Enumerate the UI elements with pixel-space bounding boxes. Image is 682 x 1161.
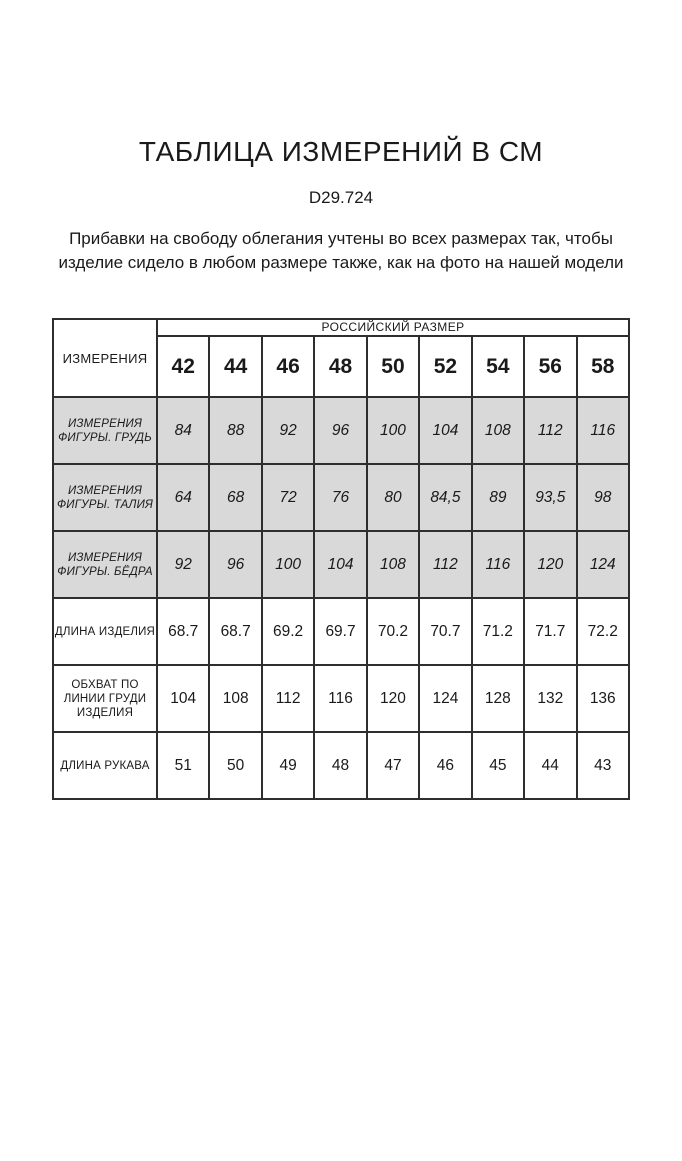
value-cell: 72 bbox=[262, 464, 314, 531]
value-cell: 51 bbox=[157, 732, 209, 799]
value-cell: 120 bbox=[367, 665, 419, 732]
value-cell: 96 bbox=[314, 397, 366, 464]
value-cell: 43 bbox=[577, 732, 630, 799]
row-label: ИЗМЕРЕНИЯ ФИГУРЫ. БЁДРА bbox=[53, 531, 157, 598]
value-cell: 136 bbox=[577, 665, 630, 732]
value-cell: 108 bbox=[209, 665, 261, 732]
table-row bbox=[53, 665, 629, 732]
value-cell: 68.7 bbox=[157, 598, 209, 665]
value-cell: 132 bbox=[524, 665, 576, 732]
size-header-56: 56 bbox=[524, 336, 576, 397]
value-cell: 104 bbox=[157, 665, 209, 732]
value-cell: 120 bbox=[524, 531, 576, 598]
value-cell: 116 bbox=[314, 665, 366, 732]
row-label: ИЗМЕРЕНИЯ ФИГУРЫ. ГРУДЬ bbox=[53, 397, 157, 464]
value-cell: 93,5 bbox=[524, 464, 576, 531]
value-cell: 100 bbox=[262, 531, 314, 598]
size-chart-page bbox=[0, 137, 682, 1161]
size-header-58: 58 bbox=[577, 336, 630, 397]
value-cell: 124 bbox=[419, 665, 471, 732]
size-header-48: 48 bbox=[314, 336, 366, 397]
value-cell: 112 bbox=[262, 665, 314, 732]
row-label: ДЛИНА РУКАВА bbox=[53, 732, 157, 799]
value-cell: 108 bbox=[367, 531, 419, 598]
value-cell: 84,5 bbox=[419, 464, 471, 531]
size-header-42: 42 bbox=[157, 336, 209, 397]
value-cell: 98 bbox=[577, 464, 630, 531]
table-row bbox=[53, 732, 629, 799]
row-label: ДЛИНА ИЗДЕЛИЯ bbox=[53, 598, 157, 665]
value-cell: 92 bbox=[262, 397, 314, 464]
size-header-46: 46 bbox=[262, 336, 314, 397]
model-code: D29.724 bbox=[308, 188, 374, 207]
table-row bbox=[53, 464, 629, 531]
table-row bbox=[53, 598, 629, 665]
value-cell: 128 bbox=[472, 665, 524, 732]
value-cell: 69.7 bbox=[314, 598, 366, 665]
value-cell: 72.2 bbox=[577, 598, 630, 665]
value-cell: 44 bbox=[524, 732, 576, 799]
value-cell: 68 bbox=[209, 464, 261, 531]
row-label: ОБХВАТ ПО ЛИНИИ ГРУДИ ИЗДЕЛИЯ bbox=[53, 665, 157, 732]
group-header-row bbox=[53, 319, 629, 336]
value-cell: 47 bbox=[367, 732, 419, 799]
value-cell: 70.7 bbox=[419, 598, 471, 665]
value-cell: 104 bbox=[314, 531, 366, 598]
size-header-44: 44 bbox=[209, 336, 261, 397]
size-header-52: 52 bbox=[419, 336, 471, 397]
value-cell: 46 bbox=[419, 732, 471, 799]
value-cell: 71.7 bbox=[524, 598, 576, 665]
value-cell: 96 bbox=[209, 531, 261, 598]
value-cell: 76 bbox=[314, 464, 366, 531]
value-cell: 84 bbox=[157, 397, 209, 464]
value-cell: 116 bbox=[577, 397, 630, 464]
page-title: ТАБЛИЦА ИЗМЕРЕНИЙ В СМ bbox=[138, 136, 544, 167]
value-cell: 116 bbox=[472, 531, 524, 598]
value-cell: 71.2 bbox=[472, 598, 524, 665]
table-row bbox=[53, 531, 629, 598]
russian-size-group-header: РОССИЙСКИЙ РАЗМЕР bbox=[157, 319, 629, 336]
value-cell: 48 bbox=[314, 732, 366, 799]
value-cell: 64 bbox=[157, 464, 209, 531]
value-cell: 45 bbox=[472, 732, 524, 799]
value-cell: 88 bbox=[209, 397, 261, 464]
value-cell: 70.2 bbox=[367, 598, 419, 665]
size-table bbox=[52, 318, 630, 800]
value-cell: 89 bbox=[472, 464, 524, 531]
fit-note: Прибавки на свободу облегания учтены во всех размерах так, чтобы изделие сидело в любом размере также, как на фото на нашей модели bbox=[58, 229, 624, 272]
table-row bbox=[53, 397, 629, 464]
size-header-50: 50 bbox=[367, 336, 419, 397]
value-cell: 112 bbox=[524, 397, 576, 464]
value-cell: 112 bbox=[419, 531, 471, 598]
value-cell: 49 bbox=[262, 732, 314, 799]
value-cell: 80 bbox=[367, 464, 419, 531]
row-label: ИЗМЕРЕНИЯ ФИГУРЫ. ТАЛИЯ bbox=[53, 464, 157, 531]
value-cell: 124 bbox=[577, 531, 630, 598]
value-cell: 68.7 bbox=[209, 598, 261, 665]
measurements-corner-cell: ИЗМЕРЕНИЯ bbox=[53, 319, 157, 397]
value-cell: 50 bbox=[209, 732, 261, 799]
value-cell: 92 bbox=[157, 531, 209, 598]
value-cell: 100 bbox=[367, 397, 419, 464]
value-cell: 108 bbox=[472, 397, 524, 464]
value-cell: 69.2 bbox=[262, 598, 314, 665]
value-cell: 104 bbox=[419, 397, 471, 464]
size-header-54: 54 bbox=[472, 336, 524, 397]
